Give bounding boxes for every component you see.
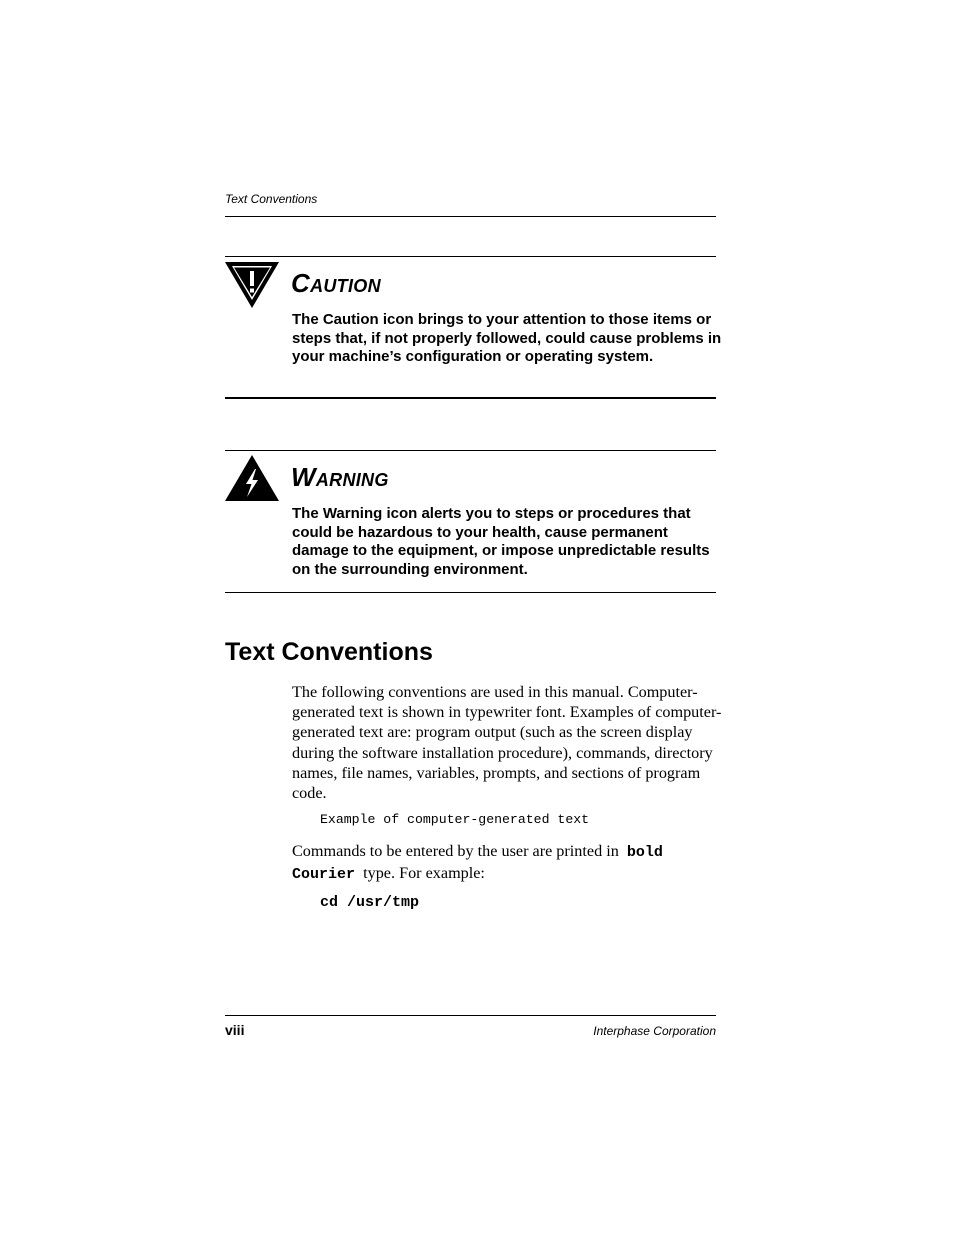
- running-header: Text Conventions: [225, 192, 318, 206]
- caution-bottom-rule: [225, 397, 716, 399]
- caution-body: The Caution icon brings to your attention to those items or steps that, if not properly followed, could cause problems in your machine’s configuration or operating system.: [292, 311, 722, 366]
- inline-code-courier: Courier: [292, 866, 356, 884]
- caution-top-rule: [225, 256, 716, 257]
- page-number: viii: [225, 1022, 245, 1038]
- header-rule: [225, 216, 716, 217]
- code-example: Example of computer-generated text: [320, 812, 590, 827]
- warning-top-rule: [225, 450, 716, 451]
- commands-paragraph: Commands to be entered by the user are printed in bold Courier type. For example:: [292, 842, 663, 884]
- warning-body: The Warning icon alerts you to steps or procedures that could be hazardous to your health, cause permanent damage to the equipment, or impose unpredictable results on the surrounding environment.: [292, 505, 710, 579]
- footer-company: Interphase Corporation: [593, 1024, 716, 1038]
- warning-bottom-rule: [225, 592, 716, 593]
- section-heading: Text Conventions: [225, 638, 433, 666]
- conventions-paragraph: The following conventions are used in this manual. Computer-generated text is shown in typewriter font. Examples of computer-generated text are: program output (such as the screen display during the software installation procedure), commands, directory names, file names, variables, prompts, and sections of program code.: [292, 683, 722, 803]
- footer-rule: [225, 1015, 716, 1016]
- command-example: cd /usr/tmp: [320, 894, 420, 911]
- caution-title: CAUTION: [291, 268, 381, 298]
- inline-code-bold: bold: [626, 844, 663, 861]
- lightning-warning-icon: [225, 455, 279, 501]
- caution-triangle-icon: [225, 262, 279, 308]
- warning-title: WARNING: [291, 462, 389, 492]
